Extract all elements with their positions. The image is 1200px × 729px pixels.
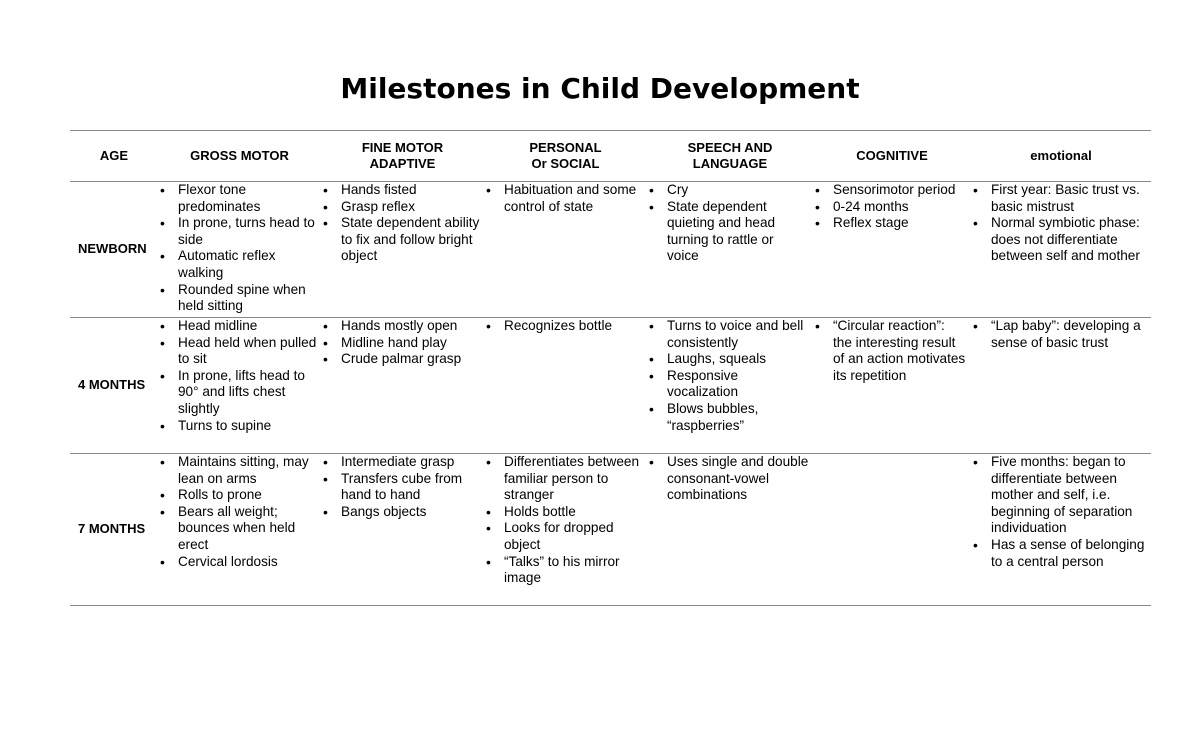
speech-list: [647, 454, 809, 504]
list-item: • Automatic reflex walking: [158, 248, 317, 281]
list-item: • “Talks” to his mirror image: [484, 554, 643, 587]
emotional-cell: [971, 182, 1151, 318]
list-item: • Differentiates between familiar person to stranger: [484, 454, 643, 504]
fine-cell: [321, 318, 484, 454]
list-item: • Midline hand play: [321, 335, 480, 352]
personal-list: [484, 454, 643, 587]
gross-list: [158, 454, 317, 570]
header-fine-motor: [321, 131, 484, 182]
personal-cell: [484, 454, 647, 606]
list-item: • Looks for dropped object: [484, 520, 643, 553]
list-item: • Hands mostly open: [321, 318, 480, 335]
personal-list: [484, 318, 643, 335]
list-item: • Recognizes bottle: [484, 318, 643, 335]
header-speech-line2: LANGUAGE: [692, 156, 768, 171]
list-item: • Crude palmar grasp: [321, 351, 480, 368]
emotional-cell: [971, 454, 1151, 606]
list-item: • Cervical lordosis: [158, 554, 317, 571]
personal-list: [484, 182, 643, 215]
list-item: • Cry: [647, 182, 809, 199]
list-item: • “Circular reaction”: the interesting result of an action motivates its repetition: [813, 318, 967, 384]
list-item: • Rolls to prone: [158, 487, 317, 504]
list-item: • State dependent ability to fix and follow bright object: [321, 215, 480, 265]
age-cell: 4 MONTHS: [78, 377, 146, 393]
list-item: • Turns to supine: [158, 418, 317, 435]
header-fine-motor-line2: ADAPTIVE: [369, 156, 436, 171]
list-item: • Normal symbiotic phase: does not differentiate between self and mother: [971, 215, 1147, 265]
page-title: Milestones in Child Development: [340, 72, 860, 105]
list-item: • Rounded spine when held sitting: [158, 282, 317, 315]
cognitive-list: [813, 182, 967, 232]
list-item: • Head midline: [158, 318, 317, 335]
gross-list: [158, 182, 317, 315]
fine-cell: [321, 182, 484, 318]
speech-cell: [647, 454, 813, 606]
list-item: • Uses single and double consonant-vowel combinations: [647, 454, 809, 504]
fine-list: [321, 182, 480, 265]
cognitive-list: [813, 318, 967, 384]
list-item: • Flexor tone predominates: [158, 182, 317, 215]
fine-list: [321, 318, 480, 368]
cognitive-cell: [813, 182, 971, 318]
table-row: [70, 182, 1151, 318]
header-fine-motor-line1: FINE MOTOR: [361, 140, 444, 155]
header-row: [70, 131, 1151, 182]
personal-cell: [484, 182, 647, 318]
milestones-table: [70, 130, 1151, 606]
list-item: • Maintains sitting, may lean on arms: [158, 454, 317, 487]
list-item: • In prone, lifts head to 90° and lifts chest slightly: [158, 368, 317, 418]
header-speech-line1: SPEECH AND: [687, 140, 773, 155]
list-item: • State dependent quieting and head turning to rattle or voice: [647, 199, 809, 265]
list-item: • Reflex stage: [813, 215, 967, 232]
header-personal-line1: PERSONAL: [529, 140, 602, 155]
speech-list: [647, 182, 809, 265]
list-item: • Head held when pulled to sit: [158, 335, 317, 368]
header-personal-line2: Or SOCIAL: [531, 156, 600, 171]
list-item: • Sensorimotor period: [813, 182, 967, 199]
header-speech: [647, 131, 813, 182]
list-item: • Transfers cube from hand to hand: [321, 471, 480, 504]
gross-cell: [158, 454, 321, 606]
table-row: [70, 454, 1151, 606]
list-item: • Habituation and some control of state: [484, 182, 643, 215]
emotional-cell: [971, 318, 1151, 454]
table-row: [70, 318, 1151, 454]
emotional-list: [971, 454, 1147, 570]
age-cell: NEWBORN: [78, 241, 147, 257]
header-gross-motor: GROSS MOTOR: [190, 148, 289, 163]
gross-list: [158, 318, 317, 434]
list-item: • “Lap baby”: developing a sense of basic trust: [971, 318, 1147, 351]
header-personal: [484, 131, 647, 182]
emotional-list: [971, 318, 1147, 351]
list-item: • Laughs, squeals: [647, 351, 809, 368]
list-item: • Responsive vocalization: [647, 368, 809, 401]
gross-cell: [158, 318, 321, 454]
list-item: • Holds bottle: [484, 504, 643, 521]
list-item: • Grasp reflex: [321, 199, 480, 216]
list-item: • Turns to voice and bell consistently: [647, 318, 809, 351]
speech-cell: [647, 318, 813, 454]
list-item: • Bangs objects: [321, 504, 480, 521]
speech-cell: [647, 182, 813, 318]
list-item: • Bears all weight; bounces when held erect: [158, 504, 317, 554]
list-item: • Five months: began to differentiate between mother and self, i.e. beginning of separation individuation: [971, 454, 1147, 537]
list-item: • Intermediate grasp: [321, 454, 480, 471]
list-item: • 0-24 months: [813, 199, 967, 216]
age-cell: 7 MONTHS: [78, 521, 146, 537]
list-item: • In prone, turns head to side: [158, 215, 317, 248]
emotional-list: [971, 182, 1147, 265]
cognitive-cell: [813, 318, 971, 454]
personal-cell: [484, 318, 647, 454]
speech-list: [647, 318, 809, 434]
list-item: • Blows bubbles, “raspberries”: [647, 401, 809, 434]
list-item: • Has a sense of belonging to a central person: [971, 537, 1147, 570]
header-cognitive: COGNITIVE: [856, 148, 928, 163]
header-age: AGE: [99, 148, 129, 163]
list-item: • First year: Basic trust vs. basic mistrust: [971, 182, 1147, 215]
fine-cell: [321, 454, 484, 606]
cognitive-cell: [813, 454, 971, 606]
gross-cell: [158, 182, 321, 318]
list-item: • Hands fisted: [321, 182, 480, 199]
fine-list: [321, 454, 480, 520]
header-emotional: emotional: [1030, 148, 1092, 163]
